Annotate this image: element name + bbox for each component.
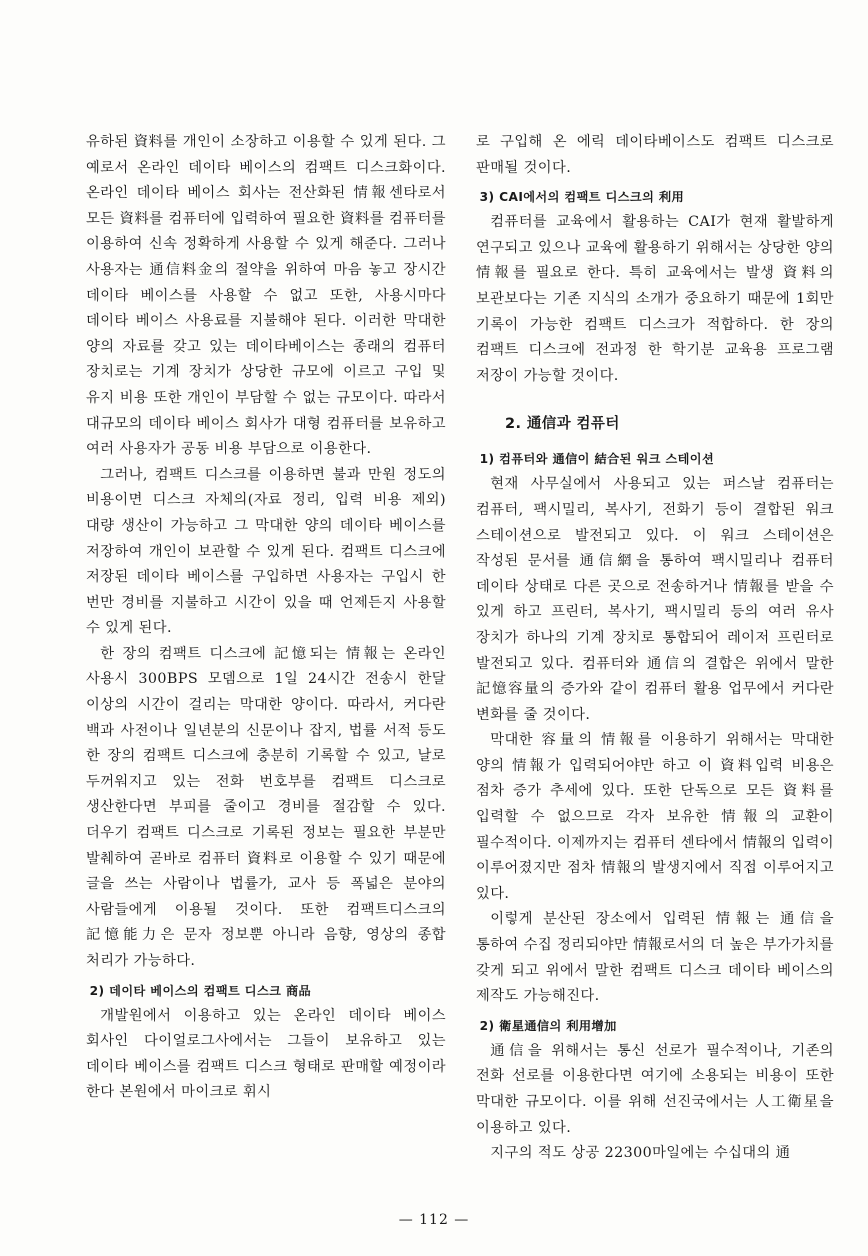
paragraph: 막대한 容量의 情報를 이용하기 위해서는 막대한 양의 情報가 입력되어야만 하고 이 資料입력 비용은 점차 증가 추세에 있다. 또한 단독으로 모든 資料를 입력할 수 없으므로 각자 보유한 情報의 교환이 필수적이다. 이제까지는 컴퓨터 센타에서 情報의 입력이 이루어졌지만 점차 情報의 발생지에서 직접 이루어지고 있다. [476, 732, 834, 902]
left-column [86, 130, 446, 1106]
section-heading: 2. 通信과 컴퓨터 [505, 416, 620, 433]
subsection-heading: 3) CAI에서의 컴팩트 디스크의 利用 [479, 190, 685, 205]
paragraph: 로 구입해 온 에릭 데이타베이스도 컴팩트 디스크로 판매될 것이다. [476, 134, 834, 176]
paragraph: 컴퓨터를 교육에서 활용하는 CAI가 현재 활발하게 연구되고 있으나 교육에 활용하기 위해서는 상당한 양의 情報를 필요로 한다. 특히 교육에서는 발생 資料의 보관보다는 기존 지식의 소개가 중요하기 때문에 1회만 기록이 가능한 컴팩트 디스크가 적합하다. 한 장의 컴팩트 디스크에 전과정 한 학기분 교육용 프로그램 저장이 가능할 것이다. [476, 214, 834, 384]
paragraph: 그러나, 컴팩트 디스크를 이용하면 불과 만원 정도의 비용이면 디스크 자체의(자료 정리, 입력 비용 제외) 대량 생산이 가능하고 그 막대한 양의 데이타 베이스를 저장하여 개인이 보관할 수 있게 된다. 컴팩트 디스크에 저장된 데이타 베이스를 구입하면 사용자는 구입시 한 번만 경비를 지불하고 시간이 있을 때 언제든지 사용할 수 있게 된다. [86, 466, 446, 637]
paragraph: 현재 사무실에서 사용되고 있는 퍼스날 컴퓨터는 컴퓨터, 팩시밀리, 복사기, 전화기 등이 결합된 워크 스테이션으로 발전되고 있다. 이 워크 스테이션은 작성된 문서를 通信網을 통하여 팩시밀리나 컴퓨터 데이타 상태로 다른 곳으로 전송하거나 情報를 받을 수 있게 하고 프린터, 복사기, 팩시밀리 등의 여러 유사 장치가 하나의 기계 장치로 통합되어 레이저 프린터로 발전되고 있다. 컴퓨터와 通信의 결합은 위에서 말한 記憶容量의 증가와 같이 컴퓨터 활용 업무에서 커다란 변화를 줄 것이다. [476, 476, 834, 723]
paragraph: 유하된 資料를 개인이 소장하고 이용할 수 있게 된다. 그 예로서 온라인 데이타 베이스의 컴팩트 디스크화이다. 온라인 데이타 베이스 회사는 전산화된 情報센타로서 모든 資料를 컴퓨터에 입력하여 필요한 資料를 컴퓨터를 이용하여 신속 정확하게 사용할 수 있게 해준다. 그러나 사용자는 通信料金의 절약을 위하여 마음 놓고 장시간 데이타 베이스를 사용할 수 없고 또한, 사용시마다 데이타 베이스 사용료를 지불해야 된다. 이러한 막대한 양의 자료를 갖고 있는 데이타베이스는 종래의 컴퓨터 장치로는 기계 장치가 상당한 규모에 이르고 구입 및 유지 비용 또한 개인이 부담할 수 없는 규모이다. 따라서 대규모의 데이타 베이스 회사가 대형 컴퓨터를 보유하고 여러 사용자가 공동 비용 부담으로 이용한다. [86, 134, 446, 458]
paragraph: 지구의 적도 상공 22300마일에는 수십대의 通 [490, 1145, 791, 1162]
paragraph: 이렇게 분산된 장소에서 입력된 情報는 通信을 통하여 수집 정리되야만 情報로서의 더 높은 부가가치를 갖게 되고 위에서 말한 컴팩트 디스크 데이타 베이스의 제작도 가능해진다. [476, 911, 834, 1005]
paragraph: 通信을 위해서는 통신 선로가 필수적이나, 기존의 전화 선로를 이용한다면 여기에 소용되는 비용이 또한 막대한 규모이다. 이를 위해 선진국에서는 人工衛星을 이용하고 있다. [476, 1042, 834, 1136]
subsection-heading: 2) 데이타 베이스의 컴팩트 디스크 商品 [89, 983, 312, 998]
right-column [476, 130, 834, 1167]
paragraph: 개발원에서 이용하고 있는 온라인 데이타 베이스 회사인 다이얼로그사에서는 그들이 보유하고 있는 데이타 베이스를 컴팩트 디스크 형태로 판매할 예정이라 한다 본원에서 마이크로 휘시 [86, 1007, 446, 1101]
paragraph: 한 장의 컴팩트 디스크에 記憶되는 情報는 온라인 사용시 300BPS 모뎀으로 1일 24시간 전송시 한달 이상의 시간이 걸리는 막대한 양이다. 따라서, 커다란 백과 사전이나 일년분의 신문이나 잡지, 법률 서적 등도 한 장의 컴팩트 디스크에 충분히 기록할 수 있고, 날로 두꺼워지고 있는 전화 번호부를 컴팩트 디스크로 생산한다면 부피를 줄이고 경비를 절감할 수 있다. 더우기 컴팩트 디스크로 기록된 정보는 필요한 부분만 발췌하여 곧바로 컴퓨터 資料로 이용할 수 있기 때문에 글을 쓰는 사람이나 법률가, 교사 등 폭넓은 분야의 사람들에게 이용될 것이다. 또한 컴팩트디스크의 記憶能力은 문자 정보뿐 아니라 음향, 영상의 종합 처리가 가능하다. [86, 645, 446, 969]
subsection-heading: 1) 컴퓨터와 通信이 結合된 워크 스테이션 [479, 452, 715, 467]
subsection-heading: 2) 衛星通信의 利用增加 [479, 1018, 617, 1033]
page-number: — 112 — [398, 1212, 470, 1228]
